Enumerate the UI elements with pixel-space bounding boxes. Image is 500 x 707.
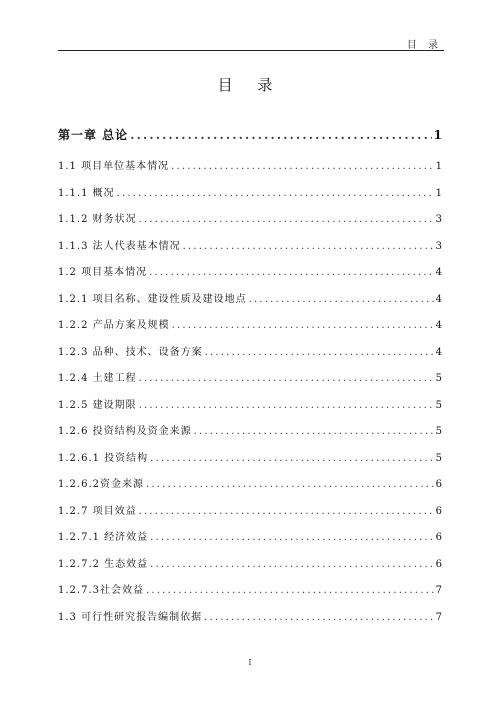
toc-leader-dots [150,559,433,570]
toc-entry-page: 5 [435,426,442,437]
table-of-contents [58,126,442,634]
toc-entry-page: 1 [435,161,442,172]
toc-leader-dots [183,241,434,252]
toc-leader-dots [139,400,434,411]
toc-entry-label: 1.2.6 投资结构及资金来源 [58,426,192,437]
toc-entry-label: 1.2.4 土建工程 [58,373,137,384]
toc-entry[interactable] [58,449,442,476]
toc-entry-page: 7 [435,585,442,596]
header-rule [58,50,444,51]
toc-entry-label: 1.2.7.2 生态效益 [58,558,149,570]
toc-entry-page: 7 [435,611,442,623]
toc-entry[interactable] [58,555,442,582]
toc-entry-page: 1 [435,187,442,199]
toc-entry[interactable] [58,263,442,290]
toc-entry[interactable] [58,210,442,237]
toc-entry-label: 1.1.3 法人代表基本情况 [58,240,181,252]
toc-entry-label: 1.2.7.3社会效益 [58,585,144,596]
toc-entry-label: 1.1.1 概况 [58,187,115,199]
toc-leader-dots [172,320,434,331]
toc-entry-page: 5 [435,373,442,384]
toc-entry-page: 4 [435,346,442,358]
toc-entry-label: 第一章 总论 [58,128,129,142]
toc-leader-dots [204,612,434,623]
toc-entry-label: 1.3 可行性研究报告编制依据 [58,611,203,623]
toc-entry-page: 3 [435,214,442,225]
toc-entry[interactable] [58,581,442,608]
toc-entry[interactable] [58,528,442,555]
toc-entry[interactable] [58,608,442,635]
toc-leader-dots [139,373,434,384]
running-header: 目 录 [406,40,442,51]
toc-entry-page: 6 [435,532,442,543]
toc-leader-dots [150,453,433,464]
toc-entry-page: 4 [435,267,442,278]
toc-leader-dots [146,479,434,490]
toc-entry-page: 5 [435,399,442,411]
page-title: 目 录 [217,76,283,94]
toc-leader-dots [130,128,431,142]
toc-entry-page: 4 [435,293,442,305]
page-number: I [248,658,252,667]
toc-entry-label: 1.2.3 品种、技术、设备方案 [58,346,203,358]
toc-leader-dots [171,161,434,172]
toc-entry[interactable] [58,343,442,370]
toc-entry[interactable] [58,502,442,529]
toc-leader-dots [205,347,434,358]
toc-entry-page: 6 [435,558,442,570]
toc-leader-dots [146,585,434,596]
toc-entry-label: 1.2.6.2资金来源 [58,479,144,490]
toc-entry[interactable] [58,422,442,449]
toc-entry-label: 1.2.5 建设期限 [58,399,137,411]
toc-entry[interactable] [58,184,442,211]
toc-entry[interactable] [58,316,442,343]
toc-entry-label: 1.1 项目单位基本情况 [58,161,170,172]
toc-entry-page: 4 [435,320,442,331]
toc-entry[interactable] [58,126,442,157]
toc-entry-label: 1.2.2 产品方案及规模 [58,320,170,331]
toc-entry-page: 6 [435,479,442,490]
toc-leader-dots [139,506,434,517]
toc-entry-label: 1.2.7.1 经济效益 [58,532,149,543]
toc-entry[interactable] [58,290,442,317]
toc-entry-page: 6 [435,505,442,517]
toc-leader-dots [249,294,434,305]
toc-entry-page: 1 [433,128,442,142]
toc-entry-label: 1.2 项目基本情况 [58,267,148,278]
toc-leader-dots [150,532,433,543]
toc-leader-dots [194,426,434,437]
toc-entry[interactable] [58,396,442,423]
toc-entry-label: 1.1.2 财务状况 [58,214,137,225]
toc-entry[interactable] [58,237,442,264]
toc-entry-page: 5 [435,452,442,464]
toc-entry[interactable] [58,369,442,396]
toc-entry-label: 1.2.6.1 投资结构 [58,452,149,464]
toc-entry[interactable] [58,475,442,502]
toc-entry-label: 1.2.7 项目效益 [58,505,137,517]
toc-entry[interactable] [58,157,442,184]
toc-entry-page: 3 [435,240,442,252]
toc-leader-dots [139,214,434,225]
toc-leader-dots [117,188,434,199]
toc-entry-label: 1.2.1 项目名称、建设性质及建设地点 [58,293,247,305]
toc-leader-dots [149,267,434,278]
